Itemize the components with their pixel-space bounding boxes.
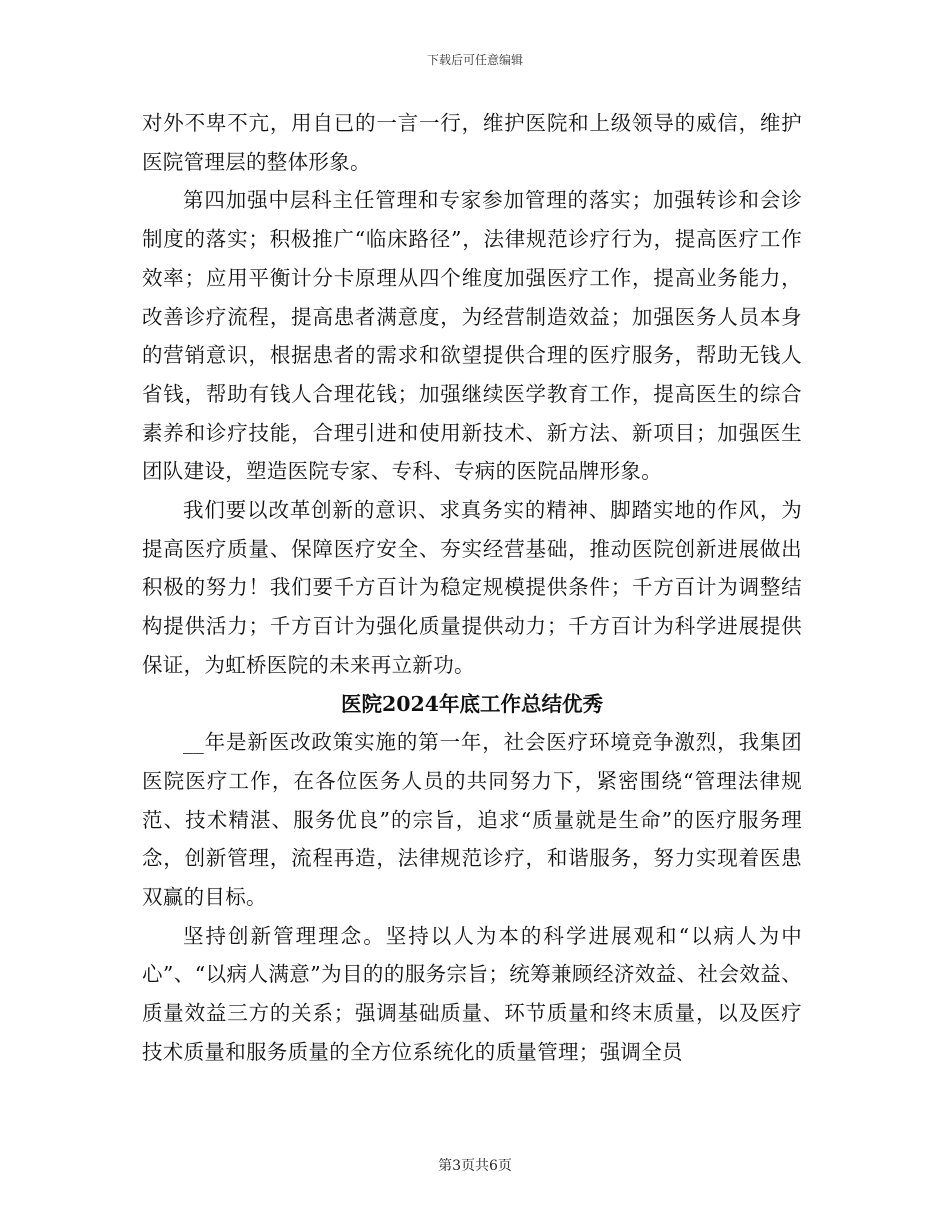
paragraph-continuation: 对外不卑不亢，用自已的一言一行，维护医院和上级领导的威信，维护医院管理层的整体形象。	[142, 111, 802, 174]
section-title: 医院2024年底工作总结优秀	[340, 691, 604, 716]
paragraph-closing: 我们要以改革创新的意识、求真务实的精神、脚踏实地的作风，为提高医疗质量、保障医疗安全、夯实经营基础，推动医院创新进展做出积极的努力！我们要千方百计为稳定规模提供条件；千方百计为调整结构提供活力；千方百计为强化质量提供动力；千方百计为科学进展提供保证，为虹桥医院的未来再立新功。	[142, 498, 802, 677]
paragraph-fourth-measure: 第四加强中层科主任管理和专家参加管理的落实；加强转诊和会诊制度的落实；积极推广“临床路径”，法律规范诊疗行为，提高医疗工作效率；应用平衡计分卡原理从四个维度加强医疗工作，提高业务能力，改善诊疗流程，提高患者满意度，为经营制造效益；加强医务人员本身的营销意识，根据患者的需求和欲望提供合理的医疗服务，帮助无钱人省钱，帮助有钱人合理花钱；加强继续医学教育工作，提高医生的综合素养和诊疗技能，合理引进和使用新技术、新方法、新项目；加强医生团队建设，塑造医院专家、专科、专病的医院品牌形象。	[142, 188, 802, 484]
document-body	[142, 104, 802, 1072]
page-number-footer: 第3页共6页	[438, 1158, 512, 1174]
page-header-note: 下载后可任意编辑	[426, 53, 523, 67]
paragraph-intro: __年是新医改政策实施的第一年，社会医疗环境竞争激烈，我集团医院医疗工作，在各位医务人员的共同努力下，紧密围绕“管理法律规范、技术精湛、服务优良”的宗旨，追求“质量就是生命”的医疗服务理念，创新管理，流程再造，法律规范诊疗，和谐服务，努力实现着医患双赢的目标。	[142, 730, 802, 910]
paragraph-management-concept: 坚持创新管理理念。坚持以人为本的科学进展观和“以病人为中心”、“以病人满意”为目的的服务宗旨；统筹兼顾经济效益、社会效益、质量效益三方的关系；强调基础质量、环节质量和终末质量，以及医疗技术质量和服务质量的全方位系统化的质量管理；强调全员	[142, 923, 802, 1064]
